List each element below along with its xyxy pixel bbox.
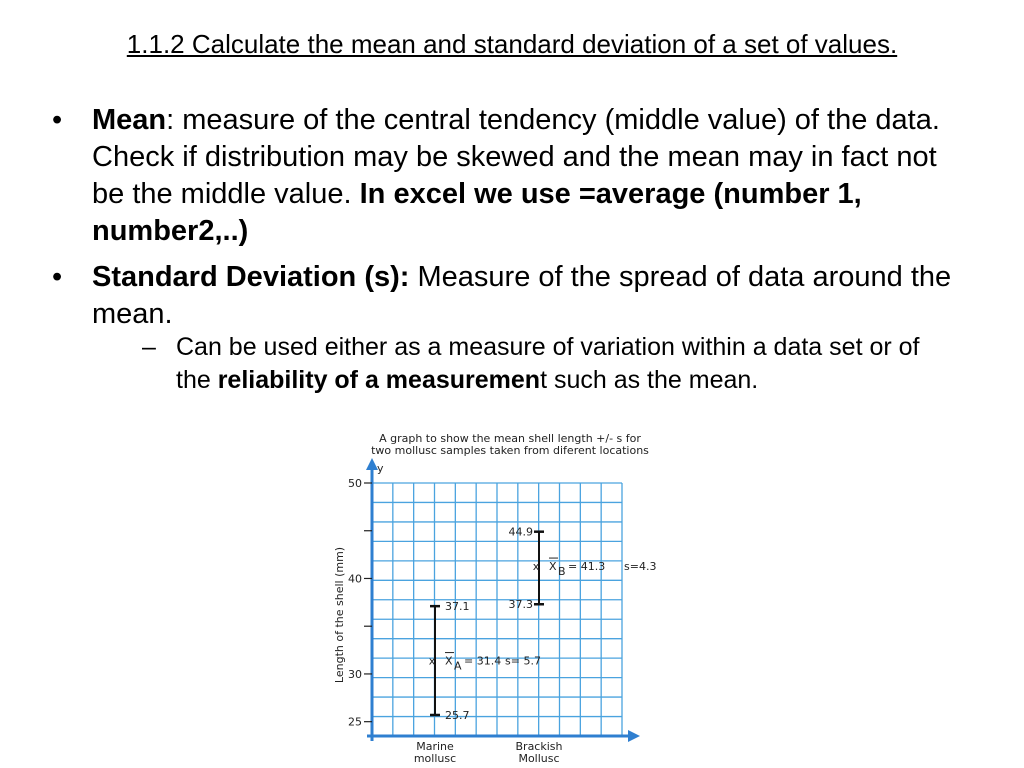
slide-title: 1.1.2 Calculate the mean and standard deviation of a set of values. xyxy=(126,29,898,59)
sd-usage-text-after: t such as the mean. xyxy=(540,366,759,394)
y-tick-label: 30 xyxy=(348,667,362,681)
mean-symbol: X xyxy=(445,654,453,668)
sd-usage-bold: reliability of a measuremen xyxy=(217,366,541,394)
mean-symbol: X xyxy=(549,560,557,574)
bullet-standard-deviation xyxy=(52,259,952,397)
x-category-label: mollusc xyxy=(413,752,457,765)
sub-bullet-sd-usage xyxy=(132,331,952,397)
bullet-dot: • xyxy=(52,104,63,136)
upper-value-label: 44.9 xyxy=(508,525,533,539)
mean-point: x xyxy=(428,654,436,668)
y-tick-label: 40 xyxy=(348,572,362,586)
bullet-mean xyxy=(52,102,952,250)
sd-usage-text-before: Can be used either as a measure of variation within a data set or of the xyxy=(176,333,920,394)
sd-definition: Measure of the spread of data around the mean. xyxy=(92,261,952,330)
sub-bullet-dash: – xyxy=(142,333,156,361)
mean-annotation xyxy=(445,653,541,673)
lower-value-label: 37.3 xyxy=(508,598,533,612)
mean-term: Mean xyxy=(92,104,167,136)
mean-excel-note: In excel we use =average (number 1, number2,..) xyxy=(92,178,862,247)
x-category-label: Brackish xyxy=(515,740,563,753)
upper-value-label: 37.1 xyxy=(445,600,470,614)
mean-point: x xyxy=(532,560,540,574)
mean-subscript: B xyxy=(558,565,566,579)
chart-figure xyxy=(325,428,695,768)
chart-title-line-1: A graph to show the mean shell length +/- s for xyxy=(379,432,641,445)
mean-value-label: = 31.4 xyxy=(464,654,502,668)
y-tick-label: 25 xyxy=(348,715,362,729)
y-axis-letter: y xyxy=(377,462,384,475)
chart-grid xyxy=(372,483,622,736)
chart-title-line-2: two mollusc samples taken from diferent locations xyxy=(371,444,649,457)
mean-value-label: = 41.3 xyxy=(568,560,606,574)
chart-marks xyxy=(414,526,657,765)
lower-value-label: 25.7 xyxy=(445,708,470,722)
error-bar-chart xyxy=(325,428,695,768)
s-value-label: s=4.3 xyxy=(624,560,657,574)
x-category-label: Marine xyxy=(416,740,454,753)
x-axis-arrow xyxy=(628,730,640,742)
y-tick-label: 50 xyxy=(348,477,362,490)
sd-term: Standard Deviation (s): xyxy=(92,261,410,293)
bullet-dot: • xyxy=(52,261,63,293)
x-category-label: Mollusc xyxy=(518,752,560,765)
s-value-label: s= 5.7 xyxy=(505,654,541,668)
mean-definition: : measure of the central tendency (middle value) of the data. Check if distribution may be skewed and the mean may in fact not be the middle value. xyxy=(92,104,940,210)
bullet-list xyxy=(52,102,952,406)
mean-subscript: A xyxy=(454,659,462,673)
y-axis-label: Length of the shell (mm) xyxy=(333,546,346,684)
